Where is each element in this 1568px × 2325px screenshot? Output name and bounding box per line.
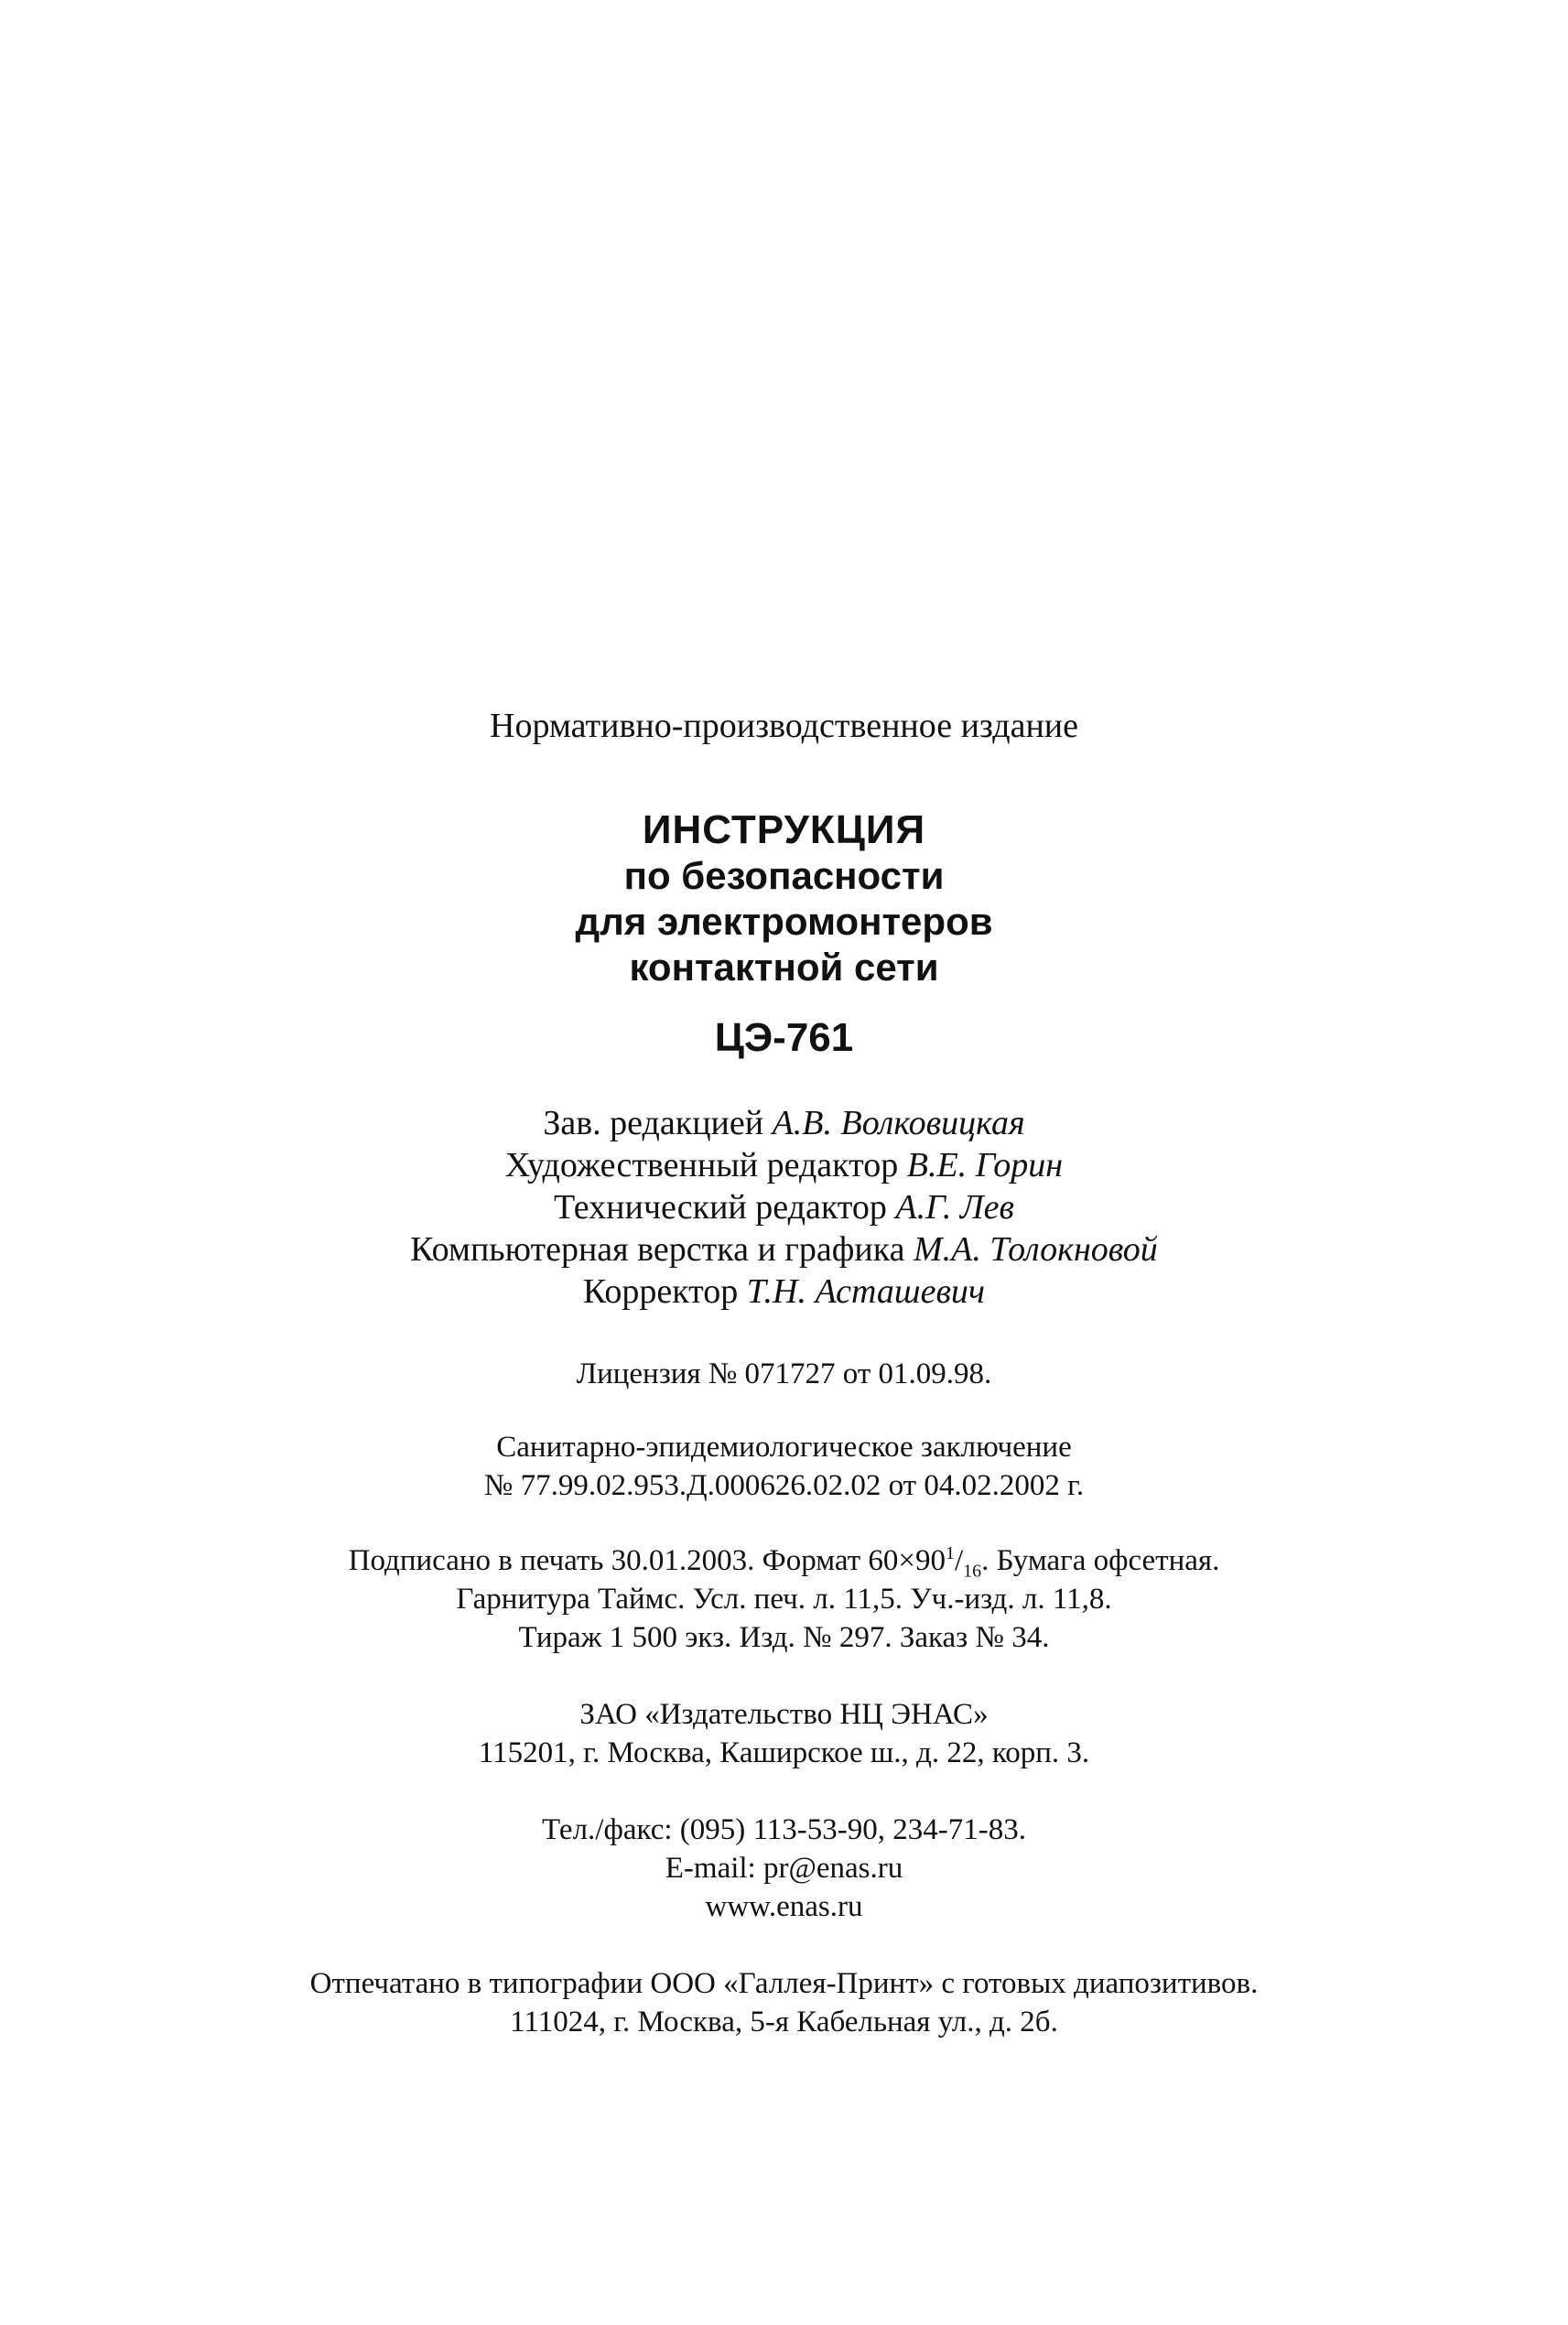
edition-type xyxy=(0,705,1568,747)
staff-name: В.Е. Горин xyxy=(906,1146,1064,1184)
title-line-2: по безопасности xyxy=(623,854,945,897)
license-text: Лицензия № 071727 от 01.09.98. xyxy=(576,1357,992,1390)
title-line-1: ИНСТРУКЦИЯ xyxy=(642,807,926,852)
staff-role: Корректор xyxy=(582,1272,739,1311)
sanitary-line-1: Санитарно-эпидемиологическое заключение xyxy=(496,1431,1072,1464)
publisher-name: ЗАО «Издательство НЦ ЭНАС» xyxy=(579,1698,989,1731)
title-line-3: для электромонтеров xyxy=(575,900,993,943)
staff-line xyxy=(0,1228,1568,1271)
printer-line-1: Отпечатано в типографии ООО «Галлея-Принт» с готовых диапозитивов. xyxy=(309,1967,1259,2000)
email-address: E-mail: pr@enas.ru xyxy=(665,1852,903,1885)
publisher-address: 115201, г. Москва, Каширское ш., д. 22, корп. 3. xyxy=(478,1736,1090,1769)
format-denominator: 16 xyxy=(963,1561,982,1582)
staff-name: А.Г. Лев xyxy=(895,1188,1014,1227)
staff-line xyxy=(0,1144,1568,1186)
print-line-1-start: Подписано в печать 30.01.2003. Формат 60×90 xyxy=(348,1544,946,1577)
print-line-2: Гарнитура Таймс. Усл. печ. л. 11,5. Уч.-изд. л. 11,8. xyxy=(456,1583,1112,1616)
print-line-3: Тираж 1 500 экз. Изд. № 297. Заказ № 34. xyxy=(518,1621,1050,1654)
website-url: www.enas.ru xyxy=(705,1890,863,1923)
format-numerator: 1 xyxy=(946,1543,955,1563)
staff-name: А.В. Волковицкая xyxy=(772,1104,1025,1142)
publisher-contacts xyxy=(0,1811,1568,1926)
sanitary-line-2: № 77.99.02.953.Д.000626.02.02 от 04.02.2002 г. xyxy=(483,1469,1085,1502)
editorial-staff xyxy=(0,1102,1568,1313)
format-slash: / xyxy=(955,1544,964,1577)
sanitary-certificate xyxy=(0,1428,1568,1505)
staff-name: Т.Н. Асташевич xyxy=(746,1272,986,1311)
staff-role: Компьютерная верстка и графика xyxy=(410,1230,905,1269)
printer-info xyxy=(0,1964,1568,2041)
staff-role: Зав. редакцией xyxy=(543,1104,764,1142)
publisher-info xyxy=(0,1695,1568,1772)
print-line-1 xyxy=(0,1541,1568,1580)
staff-line xyxy=(0,1102,1568,1144)
staff-role: Художественный редактор xyxy=(504,1146,899,1184)
staff-line xyxy=(0,1271,1568,1313)
document-code-text: ЦЭ-761 xyxy=(714,1015,854,1060)
staff-name: М.А. Толокновой xyxy=(913,1230,1158,1269)
title-line-4: контактной сети xyxy=(629,946,939,989)
document-title xyxy=(0,807,1568,990)
print-line-1-end: . Бумага офсетная. xyxy=(981,1544,1220,1577)
print-details xyxy=(0,1541,1568,1657)
staff-line xyxy=(0,1186,1568,1228)
document-code xyxy=(0,1014,1568,1062)
license-info xyxy=(0,1355,1568,1393)
edition-type-text: Нормативно-производственное издание xyxy=(490,707,1078,745)
staff-role: Технический редактор xyxy=(554,1188,887,1227)
printer-line-2: 111024, г. Москва, 5-я Кабельная ул., д. 2б. xyxy=(510,2006,1058,2038)
phone-fax: Тел./факс: (095) 113-53-90, 234-71-83. xyxy=(542,1813,1026,1846)
